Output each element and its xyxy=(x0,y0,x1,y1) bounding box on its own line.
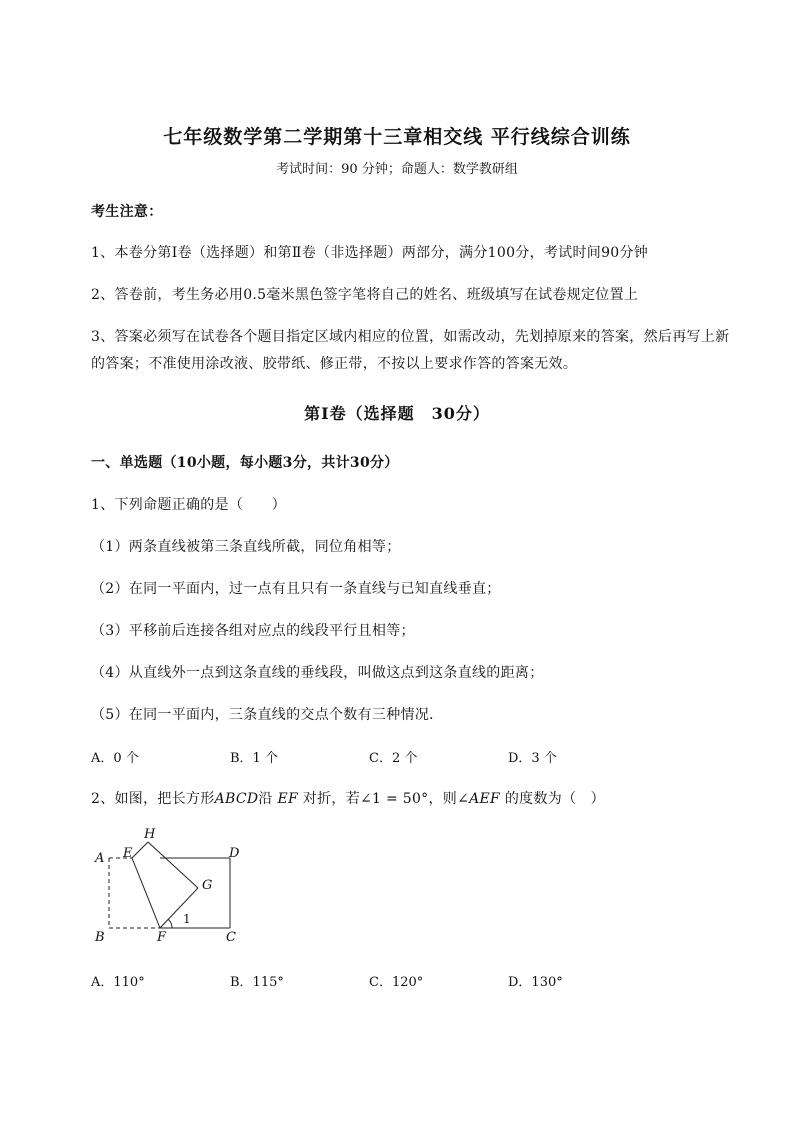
label-angle-1: 1 xyxy=(183,912,191,926)
q2-option-c[interactable]: C．120° xyxy=(369,975,424,990)
q1-statement-2: （2）在同一平面内，过一点有且只有一条直线与已知直线垂直； xyxy=(91,581,501,597)
notice-item-1: 1、本卷分第Ⅰ卷（选择题）和第Ⅱ卷（非选择题）两部分，满分100分，考试时间90分钟 xyxy=(91,245,649,261)
q2-rect-name: ABCD xyxy=(214,791,259,807)
q1-option-d[interactable]: D．3 个 xyxy=(508,751,557,766)
label-c: C xyxy=(226,930,236,945)
angle-1-arc xyxy=(168,919,172,928)
q2-option-a[interactable]: A．110° xyxy=(91,975,145,990)
part-heading: 一、单选题（10小题，每小题3分，共计30分） xyxy=(91,455,399,471)
label-a: A xyxy=(95,851,105,866)
q2-stem-mid1: 沿 xyxy=(258,791,273,807)
q1-option-b[interactable]: B．1 个 xyxy=(230,751,278,766)
label-g: G xyxy=(202,878,213,893)
exam-subtitle: 考试时间：90 分钟；命题人：数学教研组 xyxy=(276,162,518,177)
exam-title: 七年级数学第二学期第十三章相交线 平行线综合训练 xyxy=(163,126,631,148)
edge-ef xyxy=(132,858,160,928)
notice-item-2: 2、答卷前，考生务必用0.5毫米黑色签字笔将自己的姓名、班级填写在试卷规定位置上 xyxy=(91,287,639,303)
q1-option-a[interactable]: A．0 个 xyxy=(91,751,139,766)
q2-option-b[interactable]: B．115° xyxy=(230,975,284,990)
edge-gf xyxy=(160,888,198,928)
q1-statement-4: （4）从直线外一点到这条直线的垂线段，叫做这点到这条直线的距离； xyxy=(91,665,544,681)
q2-option-d[interactable]: D．130° xyxy=(508,975,563,990)
notice-item-3-cont: 的答案；不准使用涂改液、胶带纸、修正带，不按以上要求作答的答案无效。 xyxy=(91,356,578,372)
label-e: E xyxy=(123,846,133,861)
q1-statement-3: （3）平移前后连接各组对应点的线段平行且相等； xyxy=(91,623,415,639)
section-title: 第Ⅰ卷（选择题 30分） xyxy=(304,404,490,423)
q1-option-c[interactable]: C．2 个 xyxy=(369,751,418,766)
q2-stem-prefix: 2、如图，把长方形 xyxy=(91,791,215,807)
q2-fold-line: EF xyxy=(277,791,299,807)
notice-item-3: 3、答案必须写在试卷各个题目指定区域内相应的位置，如需改动，先划掉原来的答案，然后再写上新 xyxy=(91,329,730,345)
notice-heading: 考生注意： xyxy=(91,204,163,220)
q2-angle-name: AEF xyxy=(469,791,501,807)
edge-eh xyxy=(132,842,148,858)
q1-statement-5: （5）在同一平面内，三条直线的交点个数有三种情况． xyxy=(91,707,444,723)
q2-stem-suffix: 的度数为（ ） xyxy=(504,791,605,807)
q1-statement-1: （1）两条直线被第三条直线所截，同位角相等； xyxy=(91,539,401,555)
q2-stem xyxy=(91,788,605,808)
label-f: F xyxy=(157,930,167,945)
q1-stem: 1、下列命题正确的是（ ） xyxy=(91,497,287,513)
label-h: H xyxy=(144,827,156,842)
label-b: B xyxy=(95,930,105,945)
label-d: D xyxy=(229,846,240,861)
q2-stem-mid2: 对折，若∠1 = 50°，则∠ xyxy=(302,791,470,807)
edge-hg xyxy=(148,842,198,888)
